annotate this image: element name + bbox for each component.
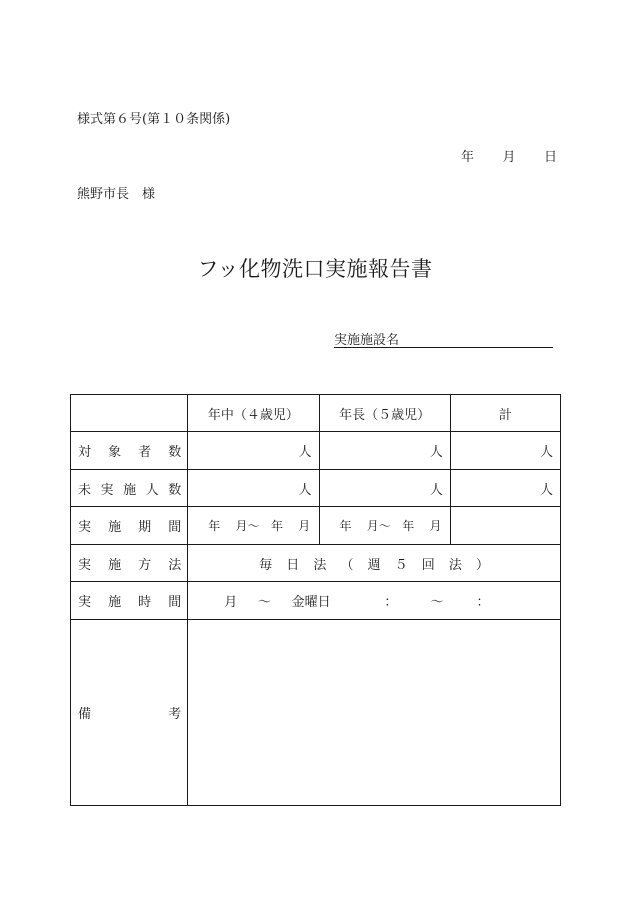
date-day: 日 [543,150,557,165]
not-done-count-age4[interactable]: 人 [188,469,319,506]
column-header-age4: 年中（４歳児） [188,395,319,432]
period-age5[interactable]: 年 月～ 年 月 [319,507,450,544]
not-done-count-age5[interactable]: 人 [319,469,450,506]
target-count-age5[interactable]: 人 [319,432,450,469]
form-number: 様式第６号(第１０条関係) [77,112,231,127]
row-time [71,582,561,619]
row-target-count [71,432,561,469]
row-label-time: 実 施 時 間 [71,582,188,619]
row-method [71,544,561,581]
period-total[interactable] [450,507,560,544]
not-done-count-total[interactable]: 人 [450,469,560,506]
period-age4[interactable]: 年 月～ 年 月 [188,507,319,544]
column-header-age5: 年長（５歳児） [319,395,450,432]
target-count-age4[interactable]: 人 [188,432,319,469]
row-remarks [71,619,561,805]
date-year: 年 [461,150,475,165]
row-label-target-count: 対 象 者 数 [71,432,188,469]
header-blank-cell [71,395,188,432]
method-value[interactable]: 毎 日 法 （ 週 ５ 回 法 ） [188,544,561,581]
row-label-not-done-count: 未 実 施 人 数 [71,469,188,506]
target-count-total[interactable]: 人 [450,432,560,469]
date-month: 月 [502,150,516,165]
row-label-remarks: 備 考 [71,619,188,805]
date-line [461,146,557,165]
addressee: 熊野市長 様 [77,187,156,202]
row-label-method: 実 施 方 法 [71,544,188,581]
row-label-period: 実 施 期 間 [71,507,188,544]
time-value[interactable]: 月 ～ 金曜日 ： ～ ： [188,582,561,619]
column-header-total: 計 [450,395,560,432]
facility-label: 実施施設名 [334,333,400,348]
document-title: フッ化物洗口実施報告書 [197,257,433,281]
row-not-done-count [71,469,561,506]
report-table [70,394,561,806]
remarks-field[interactable] [188,619,561,805]
facility-name-field[interactable] [334,329,553,348]
table-header-row [71,395,561,432]
row-period [71,507,561,544]
